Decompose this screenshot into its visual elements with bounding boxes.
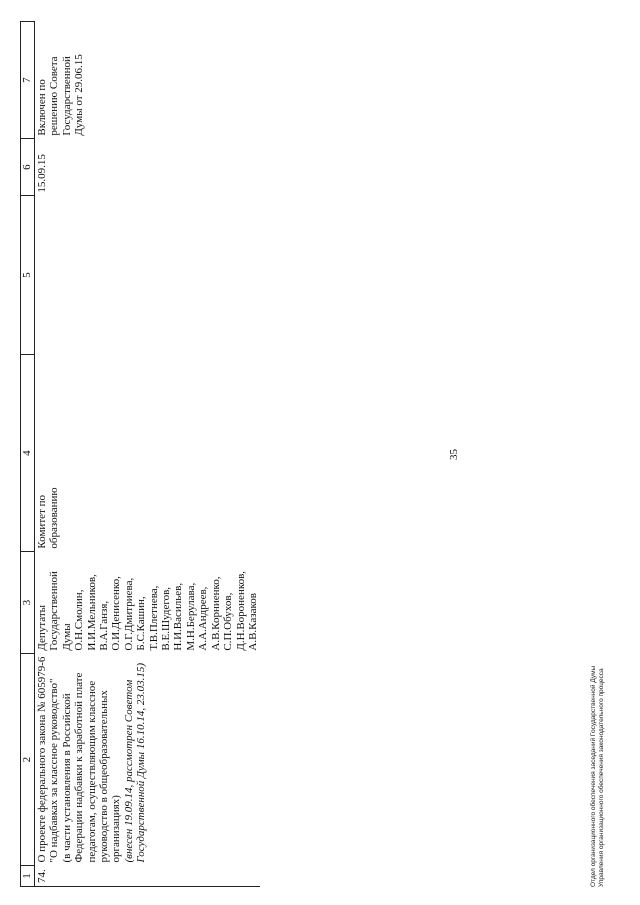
decision-line: Включен по: [36, 79, 48, 136]
decision-line: решению Совета: [48, 56, 61, 136]
bills-table: [20, 21, 260, 887]
author-line: О.И.Денисенко,: [110, 576, 123, 651]
bill-status-line: (внесен 19.09.14, рассмотрен Советом: [122, 679, 135, 863]
bill-line: педагогам, осуществляющим классное: [85, 680, 98, 863]
author-line: М.Н.Берулава,: [184, 582, 197, 651]
committee-line: Комитет по: [36, 495, 48, 549]
bill-status-line: Государственной Думы 16.10.14, 23.03.15): [135, 662, 148, 863]
author-line: О.Н.Смолин,: [73, 589, 86, 651]
committee-line: образованию: [48, 487, 61, 549]
author-line: Д.Н.Вороненков,: [234, 570, 247, 651]
date-cell: 15.09.15: [35, 139, 261, 196]
author-line: А.В.Казаков: [246, 593, 259, 651]
author-line: В.А.Ганзя,: [98, 600, 111, 651]
bill-authors: [35, 552, 261, 654]
column-header-7: 7: [21, 22, 35, 139]
column-5-cell: [35, 196, 261, 355]
author-line: С.П.Обухов,: [222, 592, 235, 651]
author-line: Думы: [60, 623, 73, 651]
author-line: И.И.Мельников,: [85, 574, 98, 651]
column-header-4: 4: [21, 355, 35, 552]
decision-line: Государственной: [60, 56, 73, 136]
bill-line: "О надбавках за классное руководство": [48, 678, 61, 863]
column-header-3: 3: [21, 552, 35, 654]
column-header-6: 6: [21, 139, 35, 196]
row-number: 74.: [35, 866, 261, 887]
bill-line: руководство в общеобразовательных: [98, 690, 111, 863]
bill-line: Федерации надбавки к заработной плате: [73, 672, 86, 863]
bill-line: (в части установления в Российской: [60, 693, 73, 863]
decision-line: Думы от 29.06.15: [73, 54, 86, 136]
responsible-committee: [35, 355, 261, 552]
document-footer: [590, 666, 606, 887]
table-row: [35, 22, 261, 887]
table-header-row: [21, 22, 35, 887]
footer-line: Управления организационного обеспечения законодательного процесса: [598, 668, 605, 887]
column-header-2: 2: [21, 654, 35, 866]
bill-line: О проекте федерального закона № 605979-6: [36, 656, 48, 863]
decision-cell: [35, 22, 261, 139]
author-line: Государственной: [48, 571, 61, 651]
author-line: А.В.Корниенко,: [209, 576, 222, 651]
author-line: В.Е.Шудегов,: [160, 586, 173, 651]
bill-line: организациях): [110, 795, 123, 863]
author-line: Н.И.Васильев,: [172, 582, 185, 651]
author-line: Т.В.Плетнева,: [147, 585, 160, 651]
author-line: Депутаты: [36, 604, 48, 651]
page-number: 35: [448, 449, 460, 460]
footer-line: Отдел организационного обеспечения заседаний Государственной Думы: [590, 665, 597, 887]
column-header-5: 5: [21, 196, 35, 355]
author-line: Б.С.Кашин,: [135, 596, 148, 651]
column-header-1: 1: [21, 866, 35, 887]
bill-description: [35, 654, 261, 866]
author-line: О.Г.Дмитриева,: [122, 577, 135, 651]
author-line: А.А.Андреев,: [197, 586, 210, 651]
